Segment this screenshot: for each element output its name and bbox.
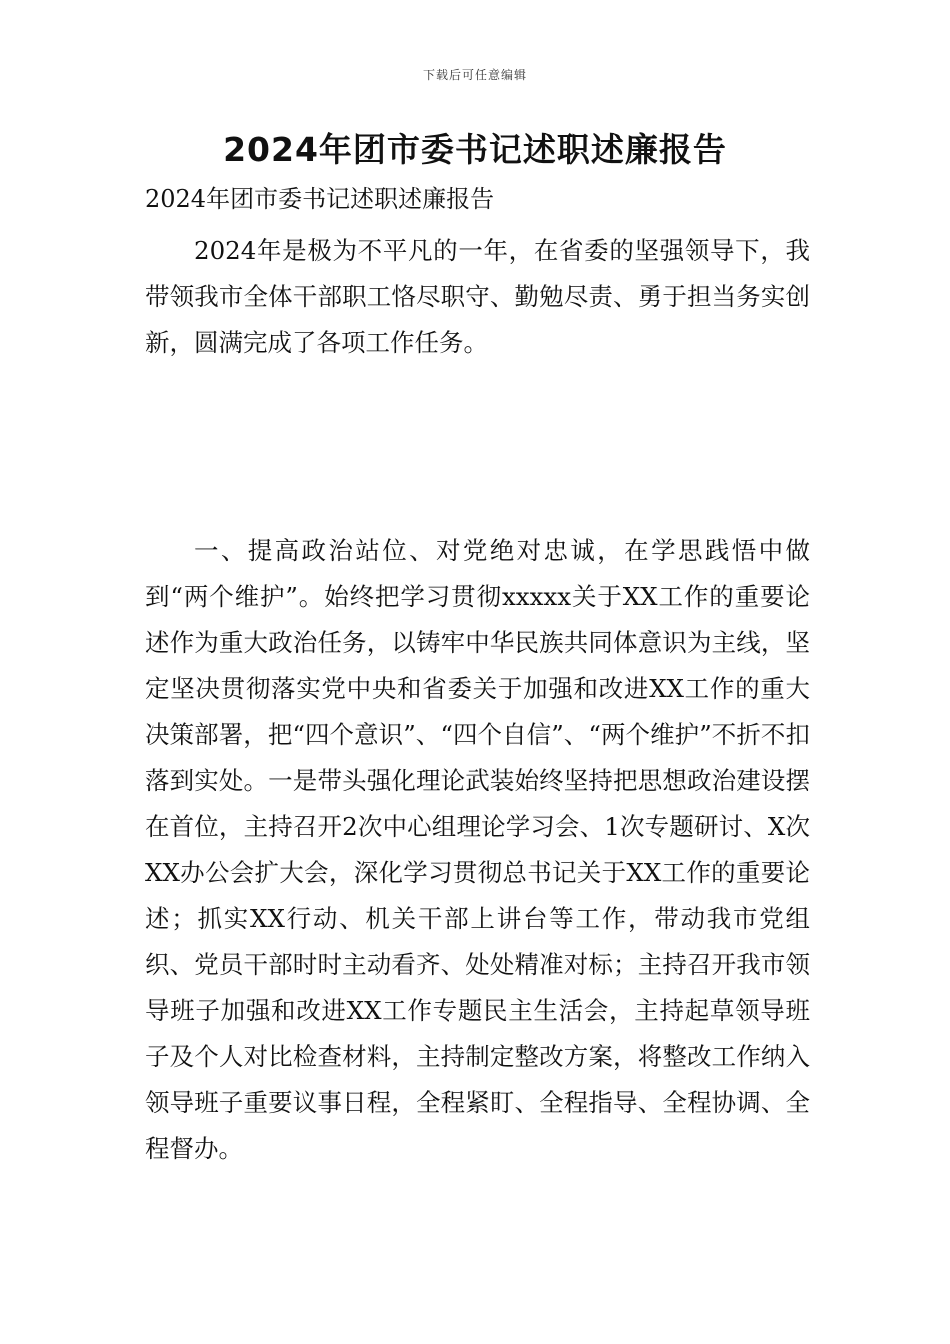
paragraph-section-one: 一、提高政治站位、对党绝对忠诚，在学思践悟中做到“两个维护”。始终把学习贯彻xxxxx关于XX工作的重要论述作为重大政治任务，以铸牢中华民族共同体意识为主线，坚定坚决贯彻落实党中央和省委关于加强和改进XX工作的重大决策部署，把“四个意识”、“四个自信”、“两个维护”不折不扣落到实处。一是带头强化理论武装始终坚持把思想政治建设摆在首位，主持召开2次中心组理论学习会、1次专题研讨、X次XX办公会扩大会，深化学习贯彻总书记关于XX工作的重要论述；抓实XX行动、机关干部上讲台等工作，带动我市党组织、党员干部时时主动看齐、处处精准对标；主持召开我市领导班子加强和改进XX工作专题民主生活会，主持起草领导班子及个人对比检查材料，主持制定整改方案，将整改工作纳入领导班子重要议事日程，全程紧盯、全程指导、全程协调、全程督办。 bbox=[145, 536, 810, 1163]
document-subtitle: 2024年团市委书记述职述廉报告 bbox=[145, 185, 495, 213]
header-note: 下载后可任意编辑 bbox=[422, 68, 527, 82]
paragraph-intro: 2024年是极为不平凡的一年，在省委的坚强领导下，我带领我市全体干部职工恪尽职守、勤勉尽责、勇于担当务实创新，圆满完成了各项工作任务。 bbox=[145, 236, 810, 357]
document-title: 2024年团市委书记述职述廉报告 bbox=[223, 130, 727, 169]
